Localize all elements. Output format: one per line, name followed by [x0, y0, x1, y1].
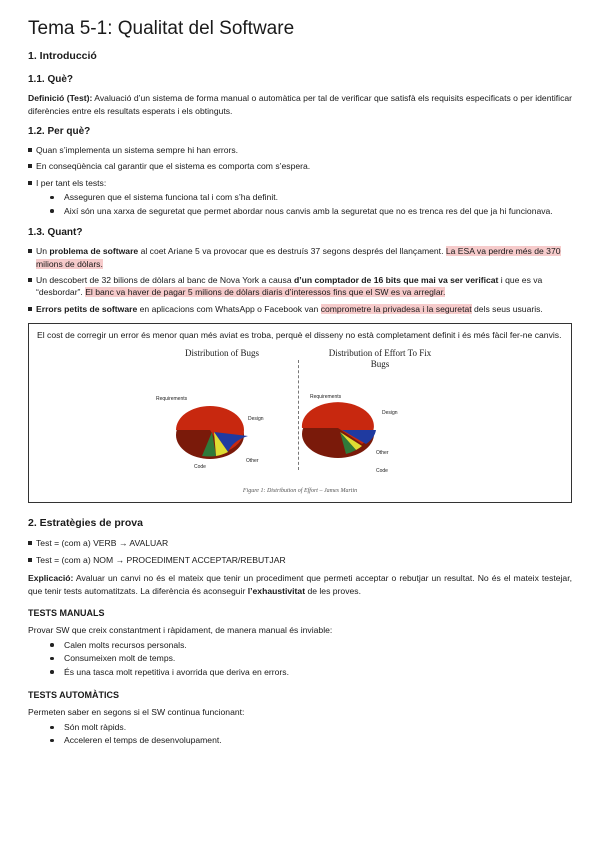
- right-label-requirements: Requirements: [310, 394, 342, 401]
- callout-text: El cost de corregir un error és menor quan més aviat es troba, perquè el disseny no està completament definit i és més fàcil fer-ne canvis.: [37, 330, 562, 341]
- list-item: [28, 245, 572, 270]
- list-item: Calen molts recursos personals.: [28, 639, 572, 651]
- bug-distribution-figure: [150, 346, 450, 496]
- test-definitions-list: [28, 537, 572, 566]
- highlight-text: La ESA va perdre més de 370 milions de dòlars.: [36, 246, 561, 269]
- subsection-1-2-heading: 1.2. Per què?: [28, 125, 91, 137]
- section-1-heading: 1. Introducció: [28, 50, 97, 62]
- explanation-paragraph: [28, 572, 572, 598]
- subsection-1-1-heading: 1.1. Què?: [28, 74, 74, 85]
- pie-charts: [150, 346, 450, 496]
- right-label-other: Other: [376, 450, 389, 457]
- left-label-design: Design: [248, 416, 264, 423]
- why-list: [28, 144, 572, 217]
- text: dels seus usuaris.: [471, 303, 543, 314]
- highlight-text: comprometre la privadesa i la seguretat: [320, 303, 472, 314]
- right-label-code: Code: [376, 468, 388, 475]
- list-item: Quan s’implementa un sistema sempre hi han errors.: [28, 144, 572, 156]
- bold-text: problema de software: [49, 246, 139, 257]
- text: Avaluar un canvi no és el mateix que tenir un procediment que permeti acceptar o rebutjar un resultat. No és el mateix testejar, que tenir tests automatitzats. La diferència és aconseguir: [28, 573, 572, 596]
- text: de les proves.: [305, 586, 361, 596]
- text: Un: [36, 246, 50, 257]
- list-item: Test = (com a) NOM → PROCEDIMENT ACCEPTAR/REBUTJAR: [28, 554, 572, 566]
- left-label-code: Code: [194, 464, 206, 471]
- automatic-tests-intro: Permeten saber en segons si el SW continua funcionant:: [28, 707, 245, 718]
- manual-tests-list: [28, 639, 572, 678]
- list-item: [28, 274, 572, 299]
- list-item: Test = (com a) VERB → AVALUAR: [28, 537, 572, 549]
- bold-text: l’exhaustivitat: [247, 586, 306, 596]
- cost-examples-list: [28, 245, 572, 315]
- list-item: [28, 177, 572, 217]
- text: Un descobert de 32 bilions de dòlars al banc de Nova York a causa: [36, 274, 294, 285]
- manual-tests-heading: TESTS MANUALS: [28, 607, 105, 618]
- bold-text: d’un comptador de 16 bits que mai va ser verificat: [293, 274, 499, 285]
- sub-list-item: Així són una xarxa de seguretat que permet abordar nous canvis amb la seguretat que no es trenca res del que ja hi funcionava.: [28, 205, 572, 217]
- manual-tests-intro: Provar SW que creix constantment i ràpidament, de manera manual és inviable:: [28, 624, 333, 635]
- automatic-tests-section: [28, 690, 572, 747]
- right-pie: [302, 402, 376, 458]
- left-pie: [176, 406, 248, 459]
- right-label-design: Design: [382, 410, 398, 417]
- list-item: Acceleren el temps de desenvolupament.: [28, 734, 572, 746]
- text: i que es va “desbordar”.: [36, 274, 543, 298]
- definition-text: Avaluació d’un sistema de forma manual o automàtica per tal de verificar que satisfà els requisits especificats o per identificar diferències entre els resultats esperats i els obtinguts.: [28, 93, 573, 116]
- automatic-tests-list: [28, 721, 572, 747]
- highlight-text: El banc va haver de pagar 5 milions de dòlars diaris d’interessos fins que el SW es va arreglar.: [85, 287, 446, 298]
- sub-list: [28, 191, 572, 217]
- list-item: [28, 303, 572, 315]
- list-item: És una tasca molt repetitiva i avorrida que deriva en errors.: [28, 666, 572, 678]
- text: en aplicacions com WhatsApp o Facebook van: [137, 303, 321, 314]
- list-item: Són molt ràpids.: [28, 721, 572, 733]
- left-chart-title: Distribution of Bugs: [184, 348, 259, 359]
- definition-paragraph: [28, 92, 572, 118]
- subsection-1-3-heading: 1.3. Quant?: [28, 227, 83, 239]
- text: al coet Ariane 5 va provocar que es destruís 37 segons després del llançament.: [138, 246, 446, 257]
- definition-label: Definició (Test):: [28, 93, 93, 103]
- left-label-other: Other: [246, 458, 259, 465]
- left-label-requirements: Requirements: [156, 396, 188, 403]
- list-item: En conseqüència cal garantir que el sistema es comporta com s’espera.: [28, 160, 572, 172]
- explanation-label: Explicació:: [28, 573, 74, 584]
- bold-text: Errors petits de software: [36, 303, 138, 314]
- list-item: Consumeixen molt de temps.: [28, 652, 572, 664]
- manual-tests-section: [28, 608, 572, 678]
- list-item-text: I per tant els tests:: [36, 177, 107, 188]
- page-title: Tema 5-1: Qualitat del Software: [28, 18, 295, 39]
- section-2-heading: 2. Estratègies de prova: [28, 517, 143, 530]
- sub-list-item: Asseguren que el sistema funciona tal i com s’ha definit.: [28, 191, 572, 203]
- callout-box: [28, 323, 572, 503]
- automatic-tests-heading: TESTS AUTOMÀTICS: [28, 690, 120, 701]
- figure-caption: Figure 1: Distribution of Effort – James Martin: [242, 488, 358, 495]
- right-chart-title: Distribution of Effort To Fix Bugs: [328, 348, 432, 369]
